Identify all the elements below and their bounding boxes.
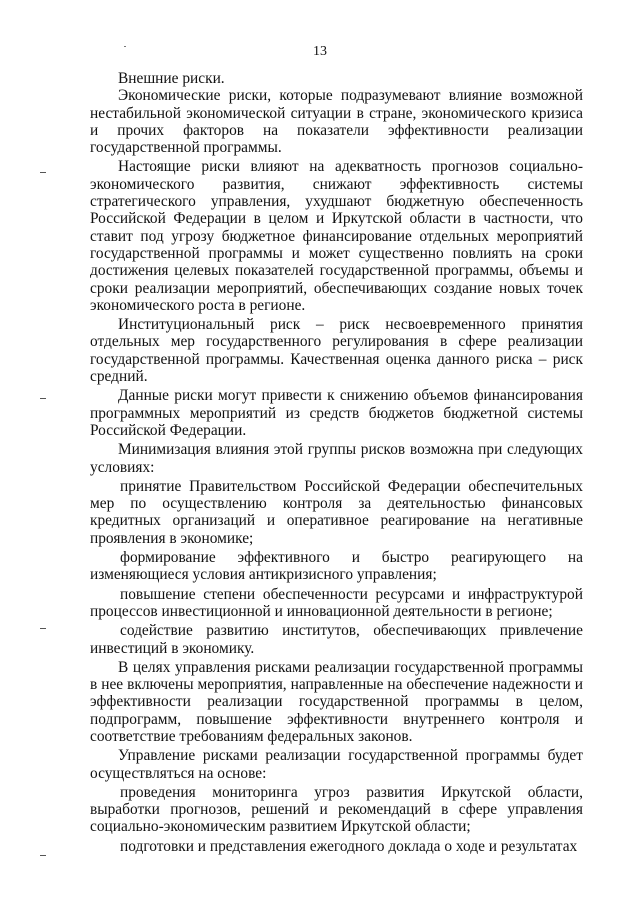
paragraph-risk-impact: Настоящие риски влияют на адекватность прогнозов социально-экономического развития, снижают эффективность системы стратегического управления, ухудшают бюджетную обеспеченность Российской Федерации в целом и Иркутской области в частности, что ставит под угрозу бюджетное финансирование отдельных мероприятий государственной программы и может существенно повлиять на сроки достижения целевых показателей государственной программы, объемы и сроки реализации мероприятий, обеспечивающих создание новых точек экономического роста в регионе. <box>90 158 583 314</box>
margin-mark <box>40 855 46 856</box>
list-item-anticrisis-management: формирование эффективного и быстро реагирующего на изменяющиеся условия антикризисного управления; <box>90 549 583 584</box>
paragraph-economic-risks: Экономические риски, которые подразумевают влияние возможной нестабильной экономической ситуации в стране, экономического кризиса и прочих факторов на показатели эффективности реализации государственной программы. <box>90 87 583 157</box>
paragraph-funding-reduction: Данные риски могут привести к снижению объемов финансирования программных мероприятий из средств бюджетов бюджетной системы Российской Федерации. <box>90 387 583 439</box>
list-item-resource-provision: повышение степени обеспеченности ресурсами и инфраструктурой процессов инвестиционной и инновационной деятельности в регионе; <box>90 585 583 620</box>
paragraph-institutional-risk: Институциональный риск – риск несвоевременного принятия отдельных мер государственного регулирования в сфере реализации государственной программы. Качественная оценка данного риска – риск средний. <box>90 316 583 386</box>
list-item-monitoring: проведения мониторинга угроз развития Иркутской области, выработки прогнозов, решений и рекомендаций в сфере управления социально-экономическим развитием Иркутской области; <box>90 783 583 836</box>
list-item-annual-report: подготовки и представления ежегодного доклада о ходе и результатах <box>120 837 578 855</box>
margin-mark <box>40 172 46 173</box>
paragraph-risk-management-measures: В целях управления рисками реализации государственной программы в нее включены мероприятия, направленные на обеспечение надежности и эффективности реализации государственной программы в целом, подпрограмм, повышение эффективности внутреннего контроля и соответствие требованиям федеральных законов. <box>90 658 583 745</box>
document-body <box>90 70 583 855</box>
scan-speck <box>124 46 126 47</box>
paragraph-minimization-conditions: Минимизация влияния этой группы рисков возможна при следующих условиях: <box>90 441 583 476</box>
list-item-government-measures: принятие Правительством Российской Федерации обеспечительных мер по осуществлению контроля за деятельностью финансовых кредитных организаций и оперативное реагирование на негативные проявления в экономике; <box>90 477 583 547</box>
page-number: 13 <box>313 44 327 59</box>
list-item-institution-support: содействие развитию институтов, обеспечивающих привлечение инвестиций в экономику. <box>90 622 583 657</box>
paragraph-risk-management-basis: Управление рисками реализации государственной программы будет осуществляться на основе: <box>90 747 583 782</box>
margin-mark <box>40 628 46 629</box>
paragraph-external-risks-heading: Внешние риски. <box>118 70 225 87</box>
margin-mark <box>40 398 46 399</box>
